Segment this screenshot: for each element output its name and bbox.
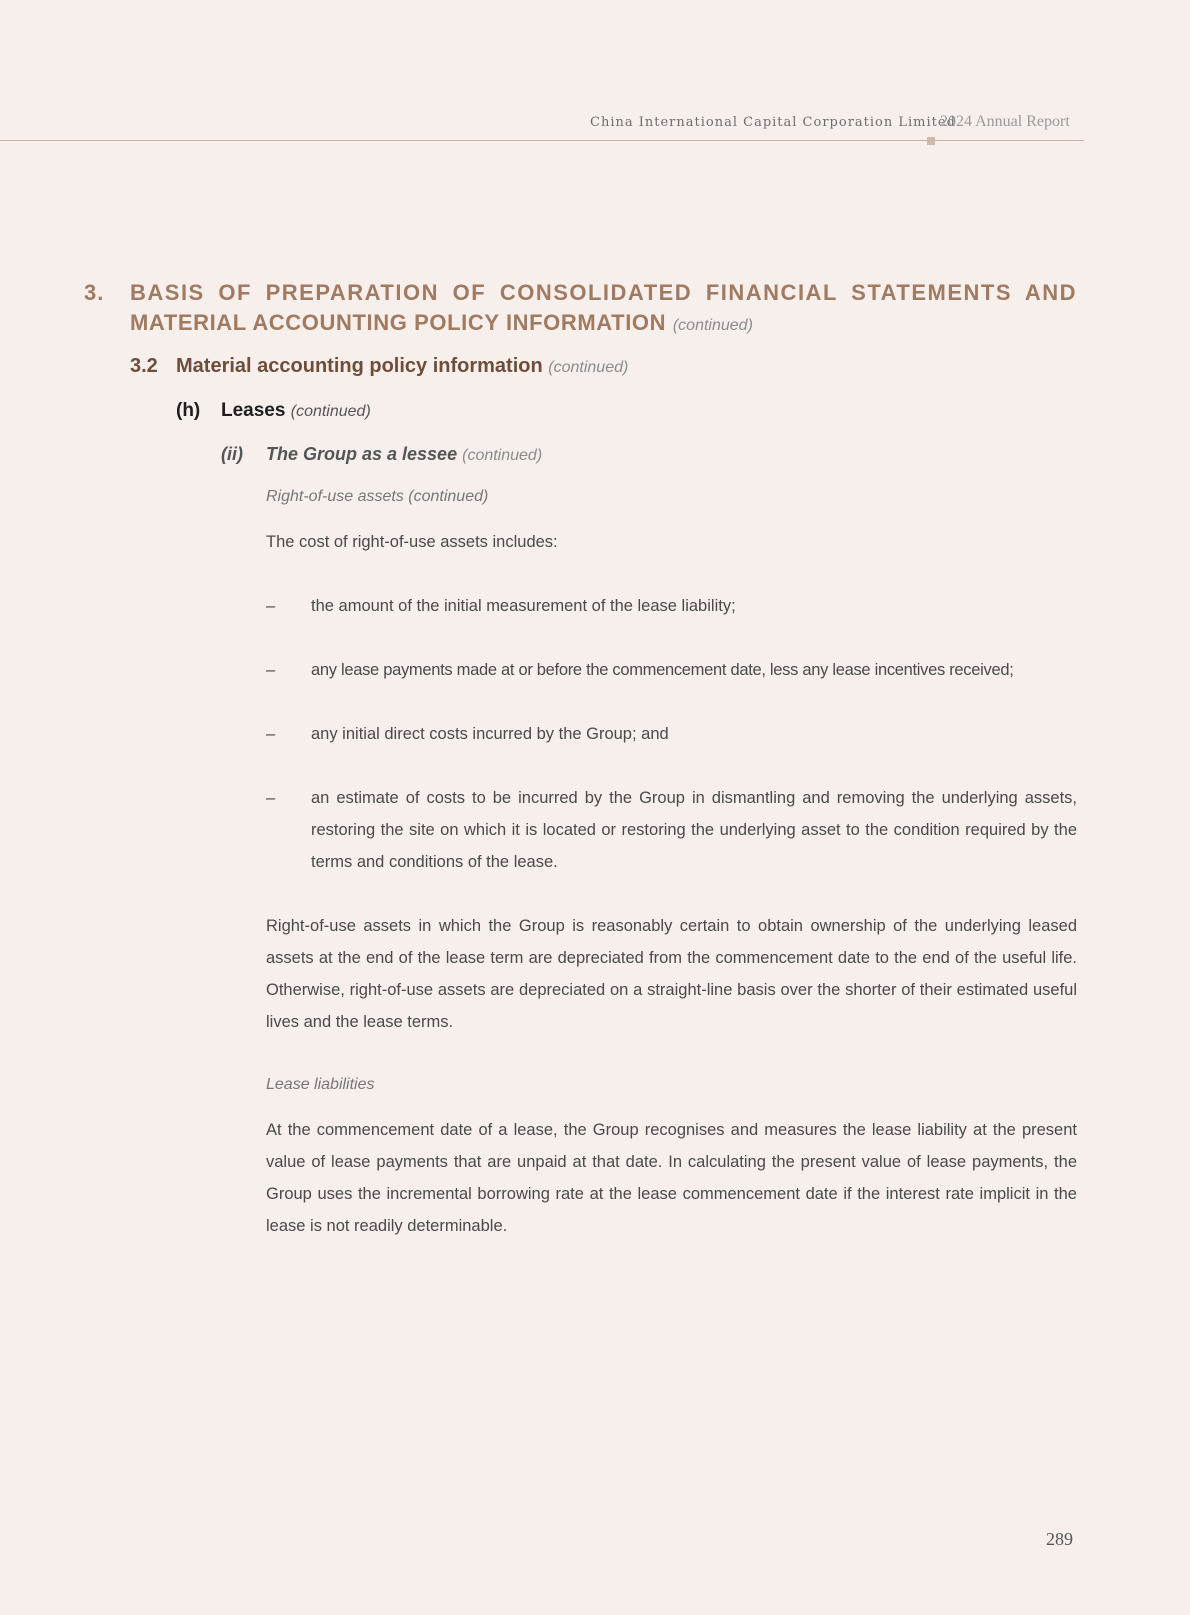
item-h-title-text: Leases xyxy=(221,400,286,421)
section-title-line2 xyxy=(130,310,753,336)
item-ii-title-text: The Group as a lessee xyxy=(266,444,458,464)
section-continued: (continued) xyxy=(672,317,753,334)
list-item: the amount of the initial measurement of the lease liability; xyxy=(311,597,736,615)
lease-liabilities-paragraph: At the commencement date of a lease, the Group recognises and measures the lease liability at the present value of lease payments that are unpaid at that date. In calculating the present value of lease payments, the Group uses the incremental borrowing rate at the lease commencement date if the interest rate implicit in the lease is not readily determinable. xyxy=(266,1121,1077,1235)
header-company-name: China International Capital Corporation Limited xyxy=(590,115,956,130)
item-ii-continued: (continued) xyxy=(462,447,543,464)
section-title-line2-text: MATERIAL ACCOUNTING POLICY INFORMATION xyxy=(130,310,667,335)
cost-intro: The cost of right-of-use assets includes: xyxy=(266,533,558,551)
rou-heading: Right-of-use assets (continued) xyxy=(266,488,489,505)
subsection-number: 3.2 xyxy=(130,355,158,377)
item-h-title xyxy=(221,400,371,422)
item-h-continued: (continued) xyxy=(290,403,371,420)
item-h-number: (h) xyxy=(176,400,201,421)
subsection-title-text: Material accounting policy information xyxy=(176,355,543,377)
header-report-title: 2024 Annual Report xyxy=(940,113,1070,130)
bullet-marker: – xyxy=(266,597,276,615)
header-divider xyxy=(0,140,1084,141)
item-ii-number: (ii) xyxy=(221,444,243,464)
list-item: any lease payments made at or before the commencement date, less any lease incentives received; xyxy=(311,661,1014,679)
bullet-marker: – xyxy=(266,661,276,679)
bullet-marker: – xyxy=(266,789,276,807)
bullet-marker: – xyxy=(266,725,276,743)
section-title-line1: BASIS OF PREPARATION OF CONSOLIDATED FINANCIAL STATEMENTS AND xyxy=(130,280,1077,305)
header-marker xyxy=(927,137,935,145)
list-item: an estimate of costs to be incurred by the Group in dismantling and removing the underlying assets, restoring the site on which it is located or restoring the underlying asset to the condition required by the terms and conditions of the lease. xyxy=(311,789,1077,871)
subsection-continued: (continued) xyxy=(548,359,629,376)
list-item: any initial direct costs incurred by the Group; and xyxy=(311,725,669,743)
section-number: 3. xyxy=(84,280,105,305)
page-number: 289 xyxy=(1046,1529,1073,1549)
rou-paragraph: Right-of-use assets in which the Group is reasonably certain to obtain ownership of the underlying leased assets at the end of the lease term are depreciated from the commencement date to the end of the useful life. Otherwise, right-of-use assets are depreciated on a straight-line basis over the shorter of their estimated useful lives and the lease terms. xyxy=(266,917,1077,1031)
lease-liabilities-heading: Lease liabilities xyxy=(266,1076,375,1093)
item-ii-title xyxy=(266,444,542,465)
subsection-title xyxy=(176,355,628,378)
